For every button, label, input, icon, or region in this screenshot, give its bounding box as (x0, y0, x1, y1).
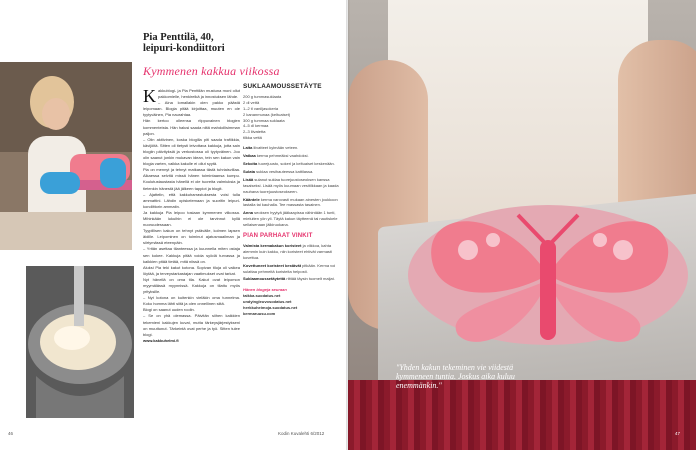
step-text: tuorejuusto, sokeri ja keltuaiset keskenään. (258, 160, 335, 166)
tip-item (243, 243, 339, 261)
blog-links-title: Hänen blogeja seuraan (243, 287, 287, 293)
mixer-bowl-photo (26, 266, 134, 418)
ingredient-item: 2 kananmunaa (keltuaiset) (243, 111, 291, 117)
article-body (143, 88, 240, 344)
tips-title: PIAN PARHAAT VINKIT (243, 233, 313, 240)
ingredient-item: 200 g tummasuklaata (243, 93, 282, 99)
mixer-bowl-icon (26, 266, 134, 418)
page-number-left: 46 (8, 431, 14, 436)
recipe-step (243, 153, 339, 159)
blog-links (243, 287, 339, 317)
article-paragraph: Blogi on saanut uuden roolin. (143, 307, 195, 313)
article-paragraph: – Olin aktiivinen, koska blogilla piti saada trafiikkia, kävijöitä. Sitten oli tietysti leivottava kakkuja, jotta sain blogiin päivityksiä ja verkostossa oli tyytyväinen. Joo olin saanut jonkin mukavan idean, tein sen kakun vain blogia varten, vaikka kakulle ei ollut syytä. (143, 136, 240, 167)
article-paragraph: Ja kakkuja Pia leipoo tosiaan kymmenen viikossa. Mihinkään lukuihin ei ole tarvinnut kyllä nuoruudessaan. (143, 209, 240, 228)
ingredient-item: 300 g tummaa suklaata (243, 117, 285, 123)
ingredient-item: tilkka vettä (243, 135, 262, 141)
ingredient-item: 1–2 tl vaniljasokeria (243, 105, 279, 111)
step-text: sulanut suklaa tuorejuustoseoksen kanssa tasaiseksi. Lisää myös kuumaan vesitilkkaan ja kaada nauhana tuorejuustoseokseen. (243, 176, 339, 194)
step-lead: Sekoita (243, 160, 258, 166)
step-text: kerma pehmeäksi vaahdoksi. (256, 153, 309, 159)
tips-list (243, 243, 339, 282)
article-paragraph: – Ajattelin, että kakkuharrastuksesta voisi tulla ammattini. Lähdin opiskelemaan ja suoritin leipuri-kondiittorin ammatin. (143, 191, 240, 209)
tip-item (243, 276, 339, 282)
ingredient-item: 4–5 dl kermaa (243, 123, 269, 129)
recipe-step (243, 145, 339, 151)
article-paragraph: – Yritän asettaa tilanteessa ja kuunnella miten ostaja sen kokee. Kakkuja pitää voida syödä turvassa ja kaikkien pitää tietää, mitä niissä on. (143, 246, 240, 264)
recipe-step (243, 210, 339, 228)
article-paragraph: Nyt hänellä on oma tila. Kakut ovat leipomon myymälässä myynnissä. Kakkuja on tilattu myös yrityksille. (143, 276, 240, 295)
drop-cap: K (143, 86, 156, 106)
blog-link[interactable]: undyingleuvosodatus.net (243, 299, 292, 305)
ingredient-item: 2 dl vettä (243, 99, 260, 105)
blog-link[interactable]: kermaruusu.com (243, 311, 276, 316)
recipe-column (243, 84, 339, 317)
tip-text: riittää täysin tuomelt maljat. (286, 276, 335, 282)
blog-link[interactable]: herkkuheimoja.suodatus.net (243, 305, 298, 311)
pull-quote: "Yhden kakun tekeminen vie viidestä kymmeneen tuntia. Joskus aika kuluu enemmänkin." (396, 363, 515, 390)
apron-skirt (348, 380, 696, 450)
step-text: seoksen hyytyä jääkaapissa vähintään 1 tunti, mieluiten yön yli. Täytä kakun täytteenä tai nautiskele sellaisenaan jälkiruokana. (243, 210, 338, 228)
blog-link[interactable]: taikka.suodatus.net (243, 293, 281, 299)
step-lead: Laita (243, 145, 253, 151)
ingredient-list (243, 94, 339, 141)
recipe-steps (243, 145, 339, 228)
page-number-right: 47 (675, 431, 681, 436)
article-paragraph: – Nyt kotona on kuitenkin vieläkin oma tunnelma. Koko homma lähti siitä ja olen onnellinen siitä. (143, 295, 240, 307)
article-headline: Kymmenen kakkua viikossa (143, 64, 280, 78)
byline-name: Pia Penttilä, 40, (143, 32, 214, 43)
recipe-title: SUKLAAMOUSSETÄYTE (243, 83, 322, 90)
step-text: kerma varovasti mukaan ainesten joukkoon lastalla tai kauhalla. Tee massasta tasainen. (243, 196, 338, 208)
article-paragraph: Hän kertoo olleensa riippuvainen blogien kommenteista. Hän halusi saada niitä mahdollisimman paljon. (143, 118, 240, 136)
recipe-step (243, 161, 339, 167)
step-text: suklaa vesihauteessa kattilassa. (256, 168, 314, 174)
butterfly-cake-icon (408, 180, 688, 350)
byline-title: leipuri-kondiittori (143, 43, 225, 54)
magazine-footer: Kodin Kuvalehti 6/2012 (278, 431, 325, 436)
tip-lead: Valmista kermakakun koristeet (243, 242, 302, 248)
article-paragraph: Tyypillisen kakun on tehnyt ystävälle, kolmen lapsen äidille. Leipominen on toiminut ajatusmaailman ja siirtymässä eteenpäin. (143, 228, 240, 246)
article-link[interactable]: www.kakkuhelmi.fi (143, 337, 179, 343)
tip-item (243, 263, 339, 275)
step-lead: Kääntele (243, 196, 260, 202)
article-paragraph: Pia on mennyt ja tehnyt matkassa tästä tuhriaisvillaa. Alkaessa selvitä missä hänen toimintaansa kumpu. Koulutustaustasta hänellä ei ole tuoreita valmiuksia ja tietenkin hänestä jää jälkeen tappiot ja blogit. (143, 167, 240, 191)
tip-lead: Suklaamoussetäytettä (243, 276, 286, 282)
step-lead: Anna (243, 210, 253, 216)
step-text: liivatteet kylmään veteen. (253, 145, 299, 151)
step-lead: Lisää (243, 176, 254, 182)
recipe-step (243, 177, 339, 195)
woman-with-cake-photo (0, 62, 132, 250)
ingredient-item: 2–3 liivatetta (243, 129, 266, 135)
recipe-step (243, 169, 339, 175)
article-paragraph: – Se on yhä olemassa. Päivitän siihen kaikkien tekemieni kakkujen kuvat, mutta tärkeysjärjestykseni on muuttunut. Tärkeintä ovat perhe ja työ. Sitten tulee blogi. (143, 313, 240, 337)
recipe-step (243, 197, 339, 209)
tip-lead: Kovettuneet koristeet kestävät (243, 262, 302, 268)
tip-text: pitkään. Kerma voi sulattaa pehmeitä koristeita helposti. (243, 262, 336, 274)
spread-gutter (346, 0, 350, 450)
byline (143, 32, 333, 54)
step-lead: Sulata (243, 168, 256, 174)
article-paragraph: – Aina lomallakin olen pakko päästä leipomaan. Blogia pitää kirjoittaa, muuten en ole tyytyväinen, Pia naurahtaa. (143, 100, 240, 118)
article-paragraph: Aluksi Pia teki kakut kotona. Sopivan tiloja oli vaikea löytää, ja terveystarkastajan vaatimukset ovat tarkat. (143, 264, 240, 276)
step-lead: Vatkaa (243, 153, 256, 159)
article-paragraph: akkublogi- ja Pia Penttilän mustuna moni ollut pakkomielle, henkireikä ja innostuksen lähde. (158, 88, 240, 100)
woman-with-cake-icon (0, 62, 132, 250)
tip-text: ja viikkoa, kahta aiemmin kuin kakku, niin koristeet ehtivät varmasti kovettua. (243, 242, 332, 260)
